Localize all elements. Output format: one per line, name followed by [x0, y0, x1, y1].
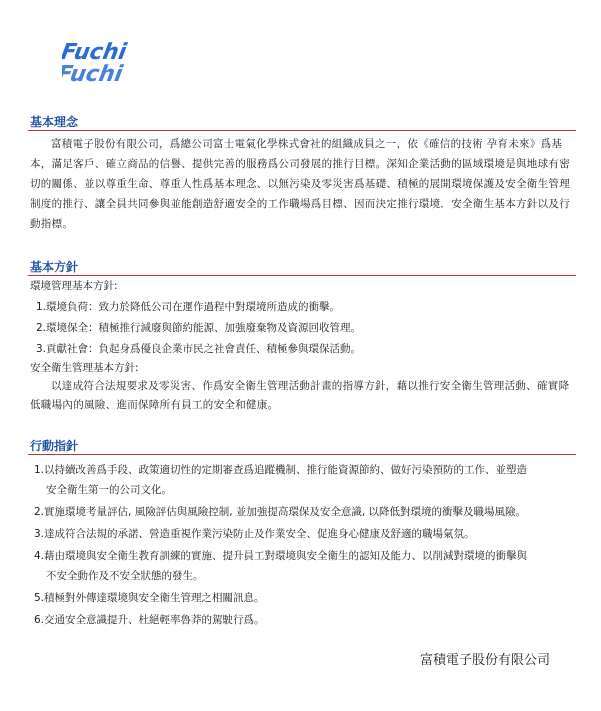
footer-company-name: 富積電子股份有限公司	[420, 653, 551, 668]
section-divider	[28, 130, 576, 131]
list-item	[34, 504, 579, 520]
company-logo	[62, 37, 152, 97]
section-title-action-guidelines: 行動指針	[30, 439, 79, 453]
safety-policy-text: 以達成符合法規要求及零災害、作爲安全衛生管理活動計畫的指導方針，藉以推行安全衛生管理活動、確實降低職場內的風險、進而保障所有員工的安全和健康。	[30, 380, 570, 411]
list-item	[34, 548, 579, 584]
section-divider	[28, 275, 576, 276]
list-item-continuation: 安全衛生第一的公司文化。	[46, 484, 172, 496]
basic-philosophy-text: 富積電子股份有限公司，爲總公司富士電氣化學株式會社的組織成員之一，依《確信的技術 孕育未來》爲基本，滿足客戶、確立商品的信譽、提供完善的服務爲公司發展的推行目標。深知企業活動的區域環境是與地球有密切的關係、並以尊重生命、尊重人性爲基本理念、以無污染及零災害爲基礎、積極的展開環境保護及安全衛生管理制度的推行、讓全員共同參與並能創造舒適安全的工作職場爲目標、因而決定推行環境．安全衛生基本方針以及行動指標。	[30, 138, 570, 230]
env-policy-item: 3.貢獻社會：負起身爲優良企業市民之社會責任、積極參與環保活動。	[36, 343, 362, 355]
list-item	[34, 462, 579, 498]
env-policy-item: 1.環境負荷：致力於降低公司在運作過程中對環境所造成的衝擊。	[36, 301, 341, 313]
list-item	[34, 526, 579, 542]
env-policy-item: 2.環境保全：積極推行減廢與節約能源、加強廢棄物及資源回收管理。	[36, 322, 362, 334]
section-divider	[28, 454, 576, 455]
list-item-text: 3.達成符合法規的承諾、營造重視作業污染防止及作業安全、促進身心健康及舒適的職場氣氛。	[34, 528, 475, 540]
env-policy-heading: 環境管理基本方針:	[30, 280, 118, 292]
section-title-basic-policy: 基本方針	[30, 260, 79, 274]
list-item	[34, 612, 579, 628]
safety-policy-heading: 安全衛生管理基本方針:	[30, 362, 139, 374]
list-item-text: 1.以持續改善爲手段、政策適切性的定期審查爲追蹤機制、推行能資源節約、做好污染預防的工作、並塑造	[34, 464, 528, 476]
list-item-text: 6.交通安全意識提升、杜絕輕率魯莽的駕駛行爲。	[34, 614, 265, 626]
list-item-text: 2.實施環境考量評估, 風險評估與風險控制, 並加強提高環保及安全意識, 以降低對環境的衝擊及職場風險。	[34, 506, 527, 518]
svg-text:Fuchi: Fuchi	[62, 39, 129, 65]
action-guidelines-list	[34, 462, 579, 634]
list-item-text: 4.藉由環境與安全衛生教育訓練的實施、提升員工對環境與安全衛生的認知及能力、以削減對環境的衝擊與	[34, 550, 528, 562]
section-title-basic-philosophy: 基本理念	[30, 115, 79, 129]
list-item	[34, 590, 579, 606]
list-item-text: 5.積極對外傳達環境與安全衛生管理之相關訊息。	[34, 592, 265, 604]
svg-text:Fuchi: Fuchi	[62, 61, 125, 87]
list-item-continuation: 不安全動作及不安全狀態的發生。	[46, 570, 204, 582]
